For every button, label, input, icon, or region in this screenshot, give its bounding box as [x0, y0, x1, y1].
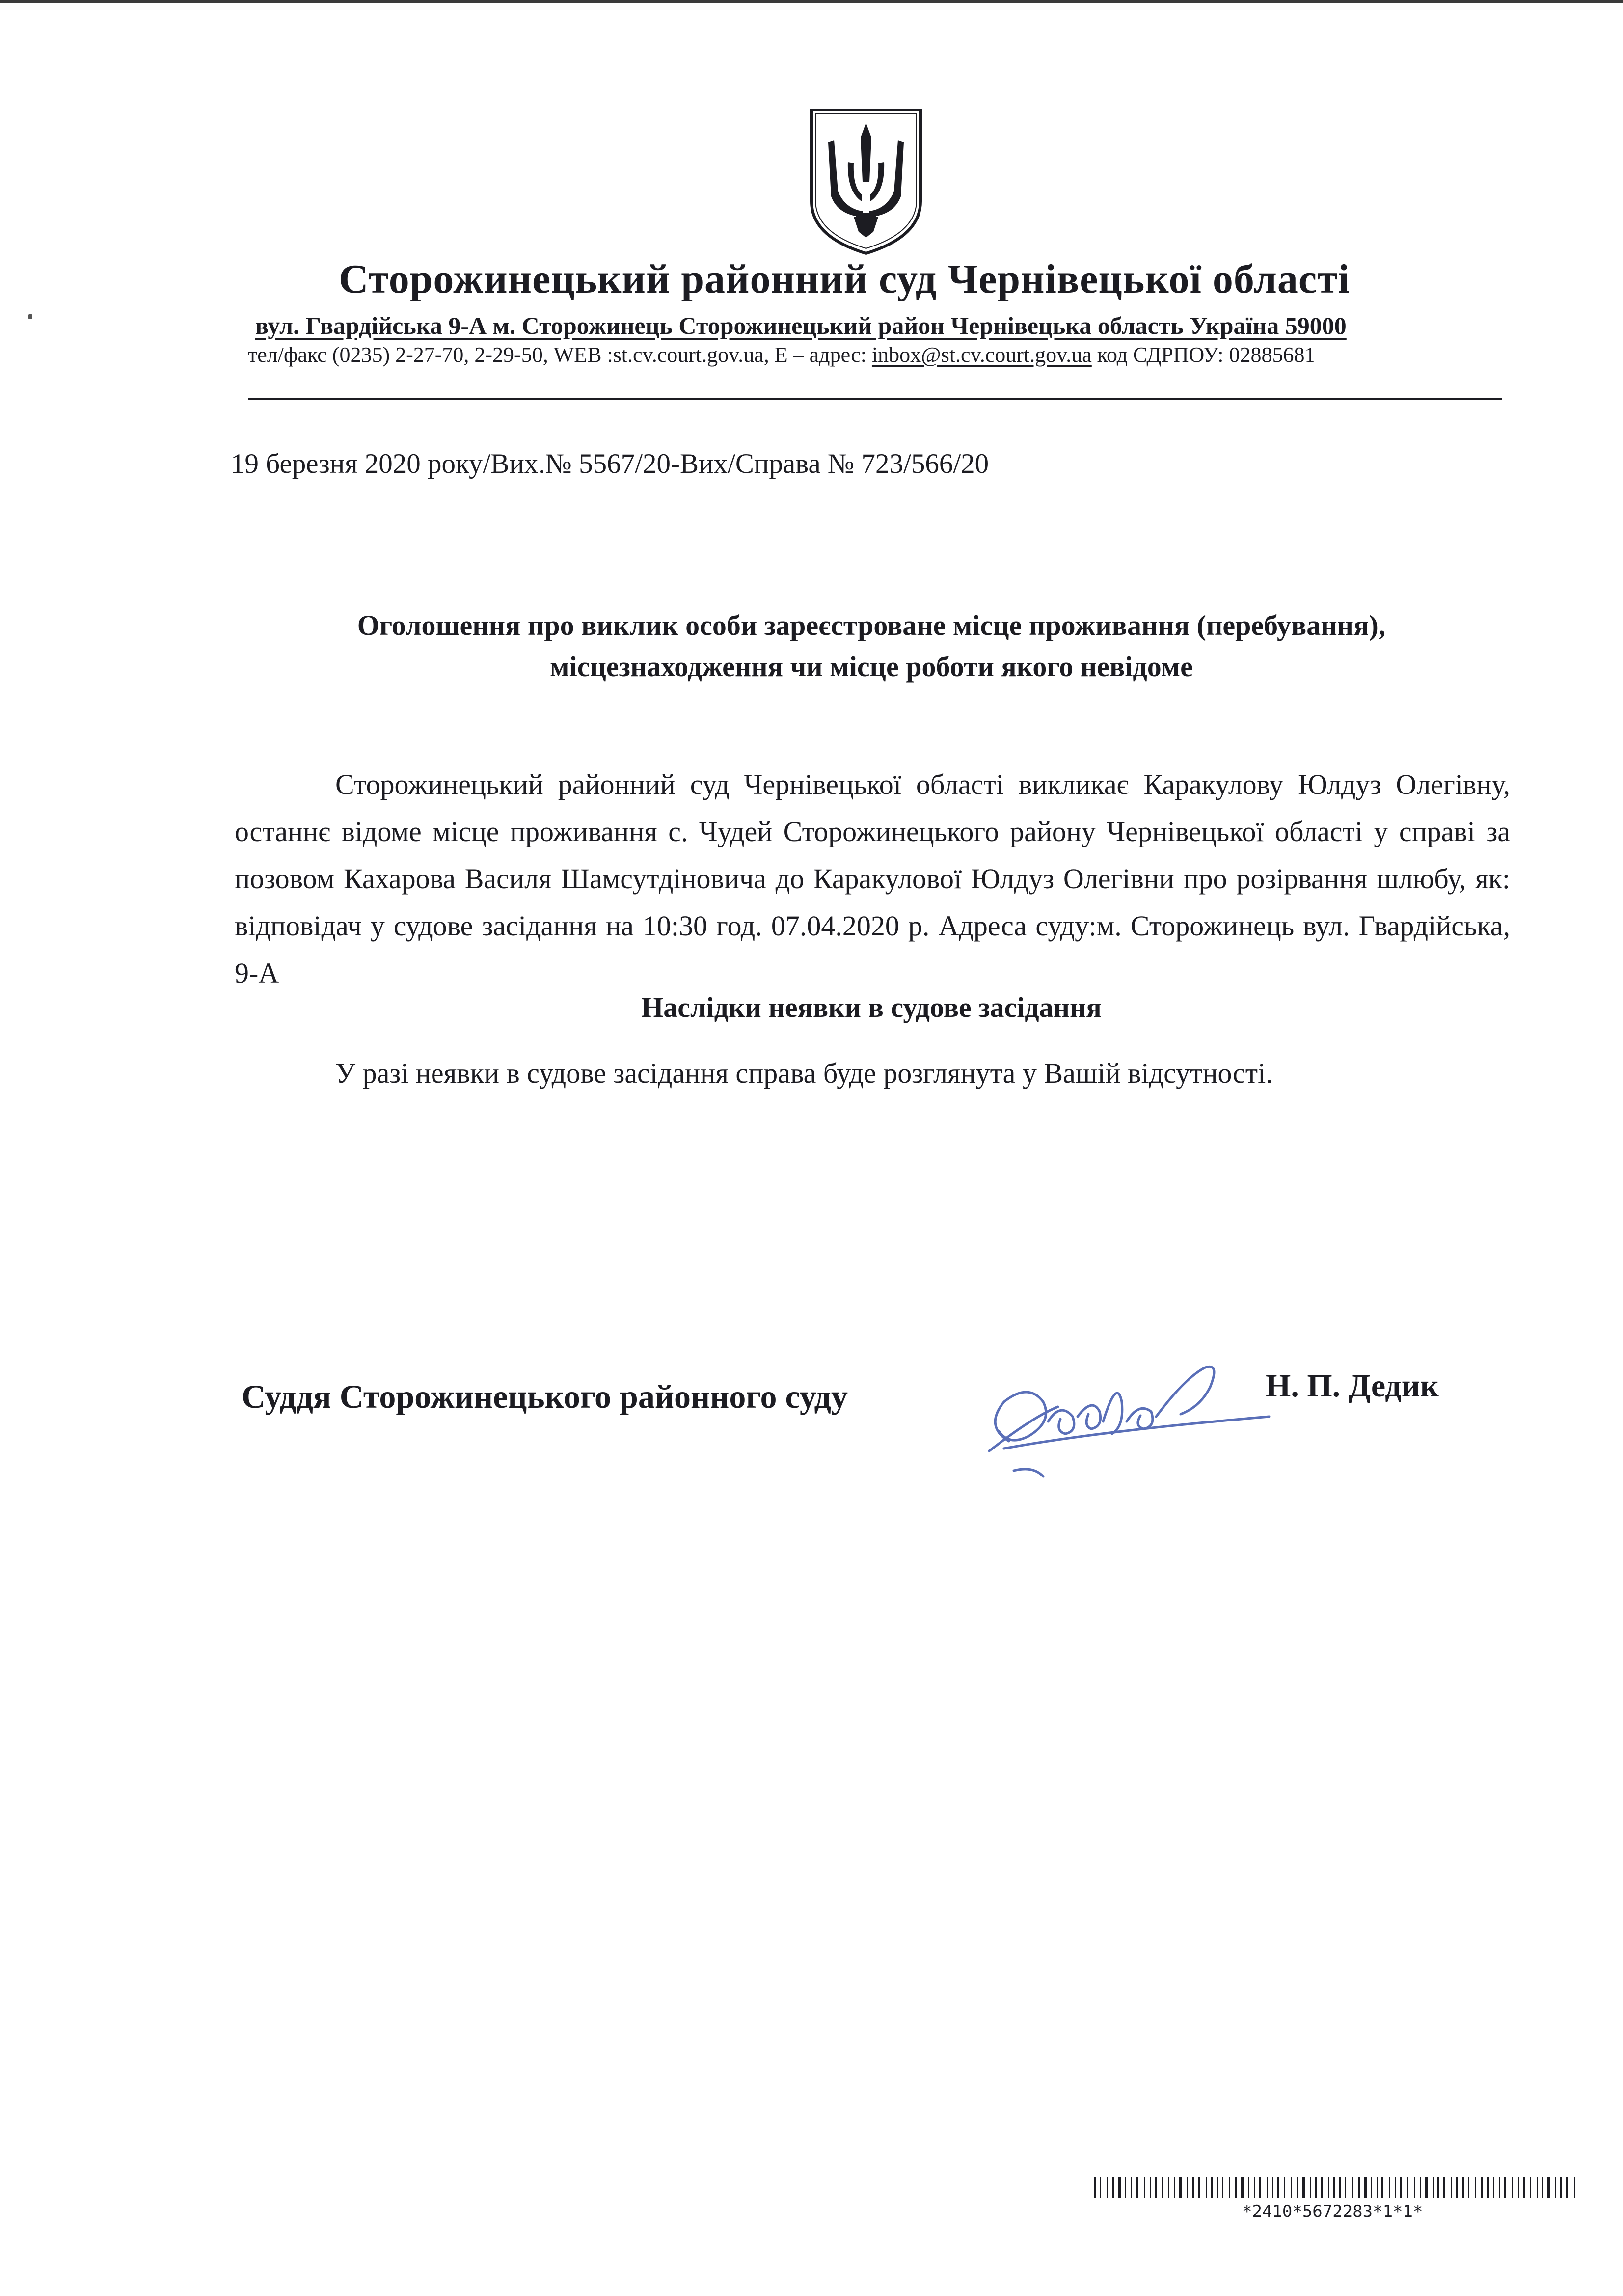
scan-top-edge	[0, 0, 1623, 3]
notice-title-line-1: Оголошення про виклик особи зареєстроване місце проживання (перебування),	[357, 609, 1386, 641]
consequences-title: Наслідки неявки в судове засідання	[641, 991, 1102, 1023]
notice-title-line-2: місцезнаходження чи місце роботи якого невідоме	[550, 651, 1193, 683]
notice-body: Сторожинецький районний суд Чернівецької області викликає Каракулову Юлдуз Олегівну, останнє відоме місце проживання с. Чудей Сторожинецького району Чернівецької області у справі за позовом Кахарова Василя Шамсутдіновича до Каракулової Юлдуз Олегівни про розірвання шлюбу, як: відповідач у судове засідання на 10:30 год. 07.04.2020 р. Адреса суду:м. Сторожинець вул. Гвардійська, 9-А	[235, 768, 1510, 989]
handwritten-signature	[974, 1348, 1298, 1490]
consequences-text: У разі неявки в судове засідання справа буде розглянута у Вашій відсутності.	[335, 1057, 1273, 1089]
coat-of-arms-trident-icon	[809, 108, 923, 255]
judge-title: Суддя Сторожинецького районного суду	[242, 1378, 848, 1415]
barcode	[1094, 2177, 1577, 2198]
court-email-link[interactable]: inbox@st.cv.court.gov.ua	[871, 343, 1092, 367]
barcode-text: *2410*5672283*1*1*	[1242, 2202, 1423, 2221]
court-name: Сторожинецький районний суд Чернівецької області	[339, 256, 1350, 302]
court-contacts	[248, 342, 1490, 367]
header-divider	[248, 398, 1502, 400]
contacts-suffix: код СДРПОУ: 02885681	[1091, 343, 1316, 367]
scan-mark	[28, 314, 32, 319]
judge-name: Н. П. Дедик	[1266, 1368, 1439, 1404]
notice-title	[236, 605, 1507, 687]
document-reference: 19 березня 2020 року/Вих.№ 5567/20-Вих/Справа № 723/566/20	[231, 448, 989, 479]
court-address: вул. Гвардійська 9-А м. Сторожинець Сторожинецький район Чернівецька область Україна 59000	[255, 312, 1347, 339]
contacts-prefix: тел/факс (0235) 2-27-70, 2-29-50, WEB :st.cv.court.gov.ua, E – адрес:	[248, 343, 872, 367]
